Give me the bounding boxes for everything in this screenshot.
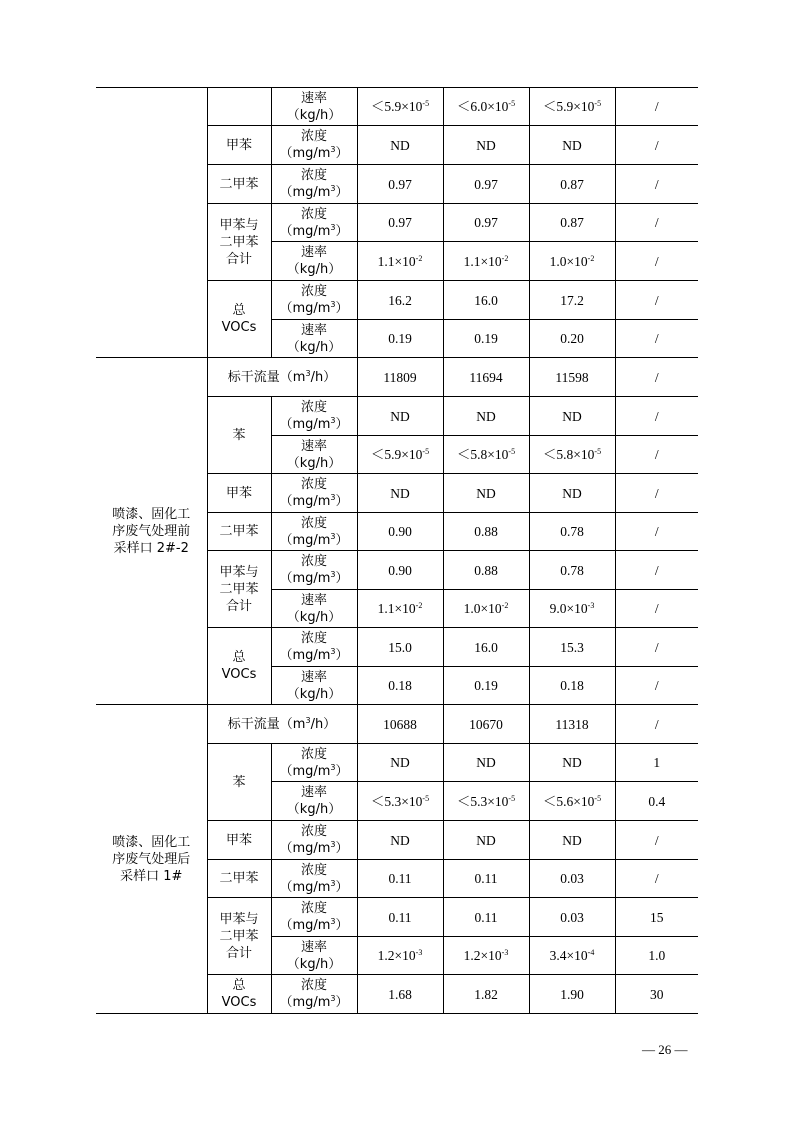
measured-value-cell: 0.11 [357,860,443,898]
measured-value-cell: $<5.8\times 10^{-5}$ [529,436,615,474]
limit-value-cell: 30 [615,975,698,1014]
measured-value-cell: ND [443,126,529,165]
pollutant-cell: 二甲苯 [207,513,271,551]
measured-value-cell: ND [529,397,615,436]
measured-value-cell: ND [443,397,529,436]
measured-value-cell: 10670 [443,705,529,744]
limit-value-cell: 1 [615,744,698,782]
sampling-location-cell [96,88,207,358]
measured-value-cell: 0.97 [443,165,529,204]
measured-value-cell: 0.88 [443,551,529,590]
measured-value-cell: 17.2 [529,281,615,320]
parameter-cell: 浓度 $(mg/m^3)$ [271,860,357,898]
measured-value-cell: $<5.9\times 10^{-5}$ [529,88,615,126]
measured-value-cell: $1.2\times 10^{-3}$ [443,937,529,975]
pollutant-cell: 甲苯与 二甲苯 合计 [207,898,271,975]
measured-value-cell: 0.90 [357,513,443,551]
limit-value-cell: / [615,165,698,204]
limit-value-cell: / [615,320,698,358]
page-number: — 26 — [642,1042,688,1057]
sampling-location-cell: 喷漆、固化工 序废气处理后 采样口 1# [96,705,207,1014]
parameter-cell: 速率 （kg/h） [271,590,357,628]
measured-value-cell: ND [529,474,615,513]
parameter-cell: 浓度 $(mg/m^3)$ [271,281,357,320]
parameter-cell: 速率 （kg/h） [271,88,357,126]
measured-value-cell: $<5.9\times 10^{-5}$ [357,88,443,126]
limit-value-cell: / [615,242,698,281]
parameter-cell: 浓度 $(mg/m^3)$ [271,628,357,667]
measured-value-cell: 16.0 [443,628,529,667]
measured-value-cell: 16.2 [357,281,443,320]
pollutant-cell: 总 VOCs [207,281,271,358]
measured-value-cell: 1.82 [443,975,529,1014]
measured-value-cell: $1.0\times 10^{-2}$ [529,242,615,281]
limit-value-cell: / [615,281,698,320]
measured-value-cell: ND [357,821,443,860]
pollutant-cell [207,88,271,126]
pollutant-cell: 二甲苯 [207,860,271,898]
parameter-cell: 速率 （kg/h） [271,320,357,358]
measured-value-cell: 10688 [357,705,443,744]
limit-value-cell: / [615,88,698,126]
parameter-cell: 速率 （kg/h） [271,436,357,474]
parameter-cell: 速率 （kg/h） [271,937,357,975]
monitoring-results-table [96,87,698,1014]
table-row [96,705,698,744]
pollutant-cell: 苯 [207,397,271,474]
measured-value-cell: 11598 [529,358,615,397]
parameter-cell: 浓度 $(mg/m^3)$ [271,397,357,436]
sampling-location-cell: 喷漆、固化工 序废气处理前 采样口 2#-2 [96,358,207,705]
measured-value-cell: $1.1\times 10^{-2}$ [357,242,443,281]
parameter-cell: 浓度 $(mg/m^3)$ [271,551,357,590]
flow-rate-label-cell: 标干流量$(m^3/h)$ [207,358,357,397]
measured-value-cell: 0.88 [443,513,529,551]
measured-value-cell: 0.97 [357,204,443,242]
measured-value-cell: ND [443,821,529,860]
pollutant-cell: 甲苯与 二甲苯 合计 [207,551,271,628]
measured-value-cell: 1.90 [529,975,615,1014]
measured-value-cell: $<5.9\times 10^{-5}$ [357,436,443,474]
limit-value-cell: / [615,705,698,744]
measured-value-cell: 15.0 [357,628,443,667]
measured-value-cell: $3.4\times 10^{-4}$ [529,937,615,975]
measured-value-cell: $<6.0\times 10^{-5}$ [443,88,529,126]
parameter-cell: 浓度 $(mg/m^3)$ [271,821,357,860]
measured-value-cell: $<5.8\times 10^{-5}$ [443,436,529,474]
pollutant-cell: 甲苯与 二甲苯 合计 [207,204,271,281]
pollutant-cell: 总 VOCs [207,628,271,705]
measured-value-cell: ND [357,397,443,436]
limit-value-cell: / [615,551,698,590]
measured-value-cell: $1.2\times 10^{-3}$ [357,937,443,975]
limit-value-cell: / [615,821,698,860]
measured-value-cell: 15.3 [529,628,615,667]
pollutant-cell: 二甲苯 [207,165,271,204]
limit-value-cell: / [615,590,698,628]
limit-value-cell: / [615,436,698,474]
measured-value-cell: 16.0 [443,281,529,320]
table-row [96,88,698,126]
limit-value-cell: / [615,204,698,242]
measured-value-cell: ND [443,744,529,782]
measured-value-cell: 0.03 [529,898,615,937]
measured-value-cell: 11318 [529,705,615,744]
measured-value-cell: 0.03 [529,860,615,898]
measured-value-cell: $<5.3\times 10^{-5}$ [443,782,529,821]
measured-value-cell: 1.68 [357,975,443,1014]
measured-value-cell: $1.0\times 10^{-2}$ [443,590,529,628]
limit-value-cell: / [615,513,698,551]
limit-value-cell: / [615,397,698,436]
limit-value-cell: 0.4 [615,782,698,821]
pollutant-cell: 甲苯 [207,126,271,165]
measured-value-cell: 0.97 [443,204,529,242]
parameter-cell: 浓度 $(mg/m^3)$ [271,898,357,937]
parameter-cell: 速率 （kg/h） [271,242,357,281]
limit-value-cell: / [615,667,698,705]
parameter-cell: 速率 （kg/h） [271,667,357,705]
pollutant-cell: 甲苯 [207,821,271,860]
measured-value-cell: ND [443,474,529,513]
parameter-cell: 浓度 $(mg/m^3)$ [271,126,357,165]
measured-value-cell: 0.18 [357,667,443,705]
pollutant-cell: 总 VOCs [207,975,271,1014]
limit-value-cell: 1.0 [615,937,698,975]
measured-value-cell: 0.78 [529,513,615,551]
flow-rate-label-cell: 标干流量$(m^3/h)$ [207,705,357,744]
measured-value-cell: $<5.3\times 10^{-5}$ [357,782,443,821]
parameter-cell: 浓度 $(mg/m^3)$ [271,204,357,242]
measured-value-cell: 0.19 [443,667,529,705]
limit-value-cell: 15 [615,898,698,937]
measured-value-cell: ND [357,744,443,782]
parameter-cell: 浓度 $(mg/m^3)$ [271,474,357,513]
measured-value-cell: 0.11 [357,898,443,937]
measured-value-cell: ND [529,744,615,782]
parameter-cell: 浓度 $(mg/m^3)$ [271,513,357,551]
measured-value-cell: 0.87 [529,204,615,242]
measured-value-cell: ND [357,126,443,165]
parameter-cell: 浓度 $(mg/m^3)$ [271,744,357,782]
measured-value-cell: $1.1\times 10^{-2}$ [443,242,529,281]
measured-value-cell: $<5.6\times 10^{-5}$ [529,782,615,821]
measured-value-cell: 0.87 [529,165,615,204]
table-row [96,358,698,397]
measured-value-cell: 11694 [443,358,529,397]
measured-value-cell: 0.90 [357,551,443,590]
measured-value-cell: ND [529,821,615,860]
measured-value-cell: $1.1\times 10^{-2}$ [357,590,443,628]
pollutant-cell: 甲苯 [207,474,271,513]
measured-value-cell: 11809 [357,358,443,397]
limit-value-cell: / [615,474,698,513]
measured-value-cell: 0.78 [529,551,615,590]
limit-value-cell: / [615,126,698,165]
measured-value-cell: 0.11 [443,898,529,937]
measured-value-cell: 0.18 [529,667,615,705]
parameter-cell: 浓度 $(mg/m^3)$ [271,975,357,1014]
measured-value-cell: 0.20 [529,320,615,358]
measured-value-cell: 0.97 [357,165,443,204]
measured-value-cell: 0.19 [443,320,529,358]
limit-value-cell: / [615,860,698,898]
parameter-cell: 速率 （kg/h） [271,782,357,821]
limit-value-cell: / [615,358,698,397]
measured-value-cell: 0.19 [357,320,443,358]
measured-value-cell: $9.0\times 10^{-3}$ [529,590,615,628]
measured-value-cell: 0.11 [443,860,529,898]
measured-value-cell: ND [529,126,615,165]
parameter-cell: 浓度 $(mg/m^3)$ [271,165,357,204]
limit-value-cell: / [615,628,698,667]
measured-value-cell: ND [357,474,443,513]
pollutant-cell: 苯 [207,744,271,821]
